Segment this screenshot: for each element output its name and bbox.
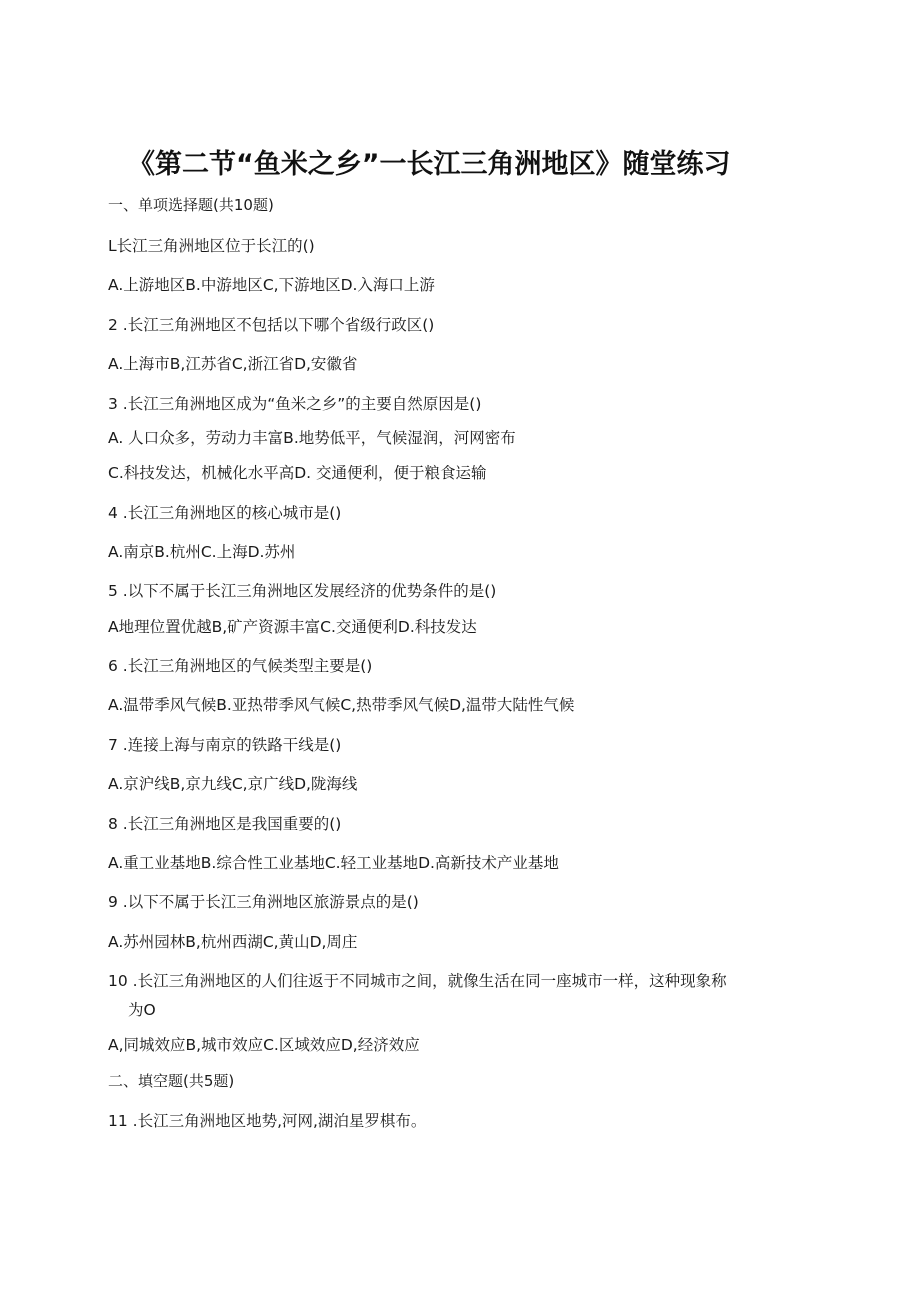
question-1: L长江三角洲地区位于长江的() (108, 237, 315, 255)
question-7-options: A.京沪线B,京九线C,京广线D,陇海线 (108, 775, 358, 793)
question-7: 7 .连接上海与南京的铁路干线是() (108, 736, 342, 754)
question-10-options: A,同城效应B,城市效应C.区域效应D,经济效应 (108, 1036, 420, 1054)
question-4: 4 .长江三角洲地区的核心城市是() (108, 504, 342, 522)
question-10-line-2: 为O (128, 1001, 156, 1019)
question-3-options-cd: C.科技发达，机械化水平高D. 交通便利，便于粮食运输 (108, 464, 487, 482)
question-5: 5 .以下不属于长江三角洲地区发展经济的优势条件的是() (108, 582, 497, 600)
question-5-options: A地理位置优越B,矿产资源丰富C.交通便利D.科技发达 (108, 618, 477, 636)
question-11: 11 .长江三角洲地区地势,河网,湖泊星罗棋布。 (108, 1112, 427, 1130)
question-3: 3 .长江三角洲地区成为“鱼米之乡”的主要自然原因是() (108, 395, 482, 413)
question-8-options: A.重工业基地B.综合性工业基地C.轻工业基地D.高新技术产业基地 (108, 854, 559, 872)
section-heading-fill-blank: 二、填空题(共5题) (108, 1072, 235, 1090)
question-8: 8 .长江三角洲地区是我国重要的() (108, 815, 342, 833)
question-2-options: A.上海市B,江苏省C,浙江省D,安徽省 (108, 355, 358, 373)
section-heading-single-choice: 一、单项选择题(共10题) (108, 196, 274, 214)
question-4-options: A.南京B.杭州C.上海D.苏州 (108, 543, 296, 561)
question-3-options-ab: A. 人口众多，劳动力丰富B.地势低平，气候湿润，河网密布 (108, 429, 516, 447)
question-9: 9 .以下不属于长江三角洲地区旅游景点的是() (108, 893, 419, 911)
question-6-options: A.温带季风气候B.亚热带季风气候C,热带季风气候D,温带大陆性气候 (108, 696, 575, 714)
document-title: 《第二节“鱼米之乡”一长江三角洲地区》随堂练习 (128, 149, 731, 180)
question-9-options: A.苏州园林B,杭州西湖C,黄山D,周庄 (108, 933, 358, 951)
question-6: 6 .长江三角洲地区的气候类型主要是() (108, 657, 373, 675)
question-1-options: A.上游地区B.中游地区C,下游地区D.入海口上游 (108, 276, 435, 294)
question-2: 2 .长江三角洲地区不包括以下哪个省级行政区() (108, 316, 435, 334)
question-10-line-1: 10 .长江三角洲地区的人们往返于不同城市之间，就像生活在同一座城市一样，这种现象称 (108, 972, 727, 990)
